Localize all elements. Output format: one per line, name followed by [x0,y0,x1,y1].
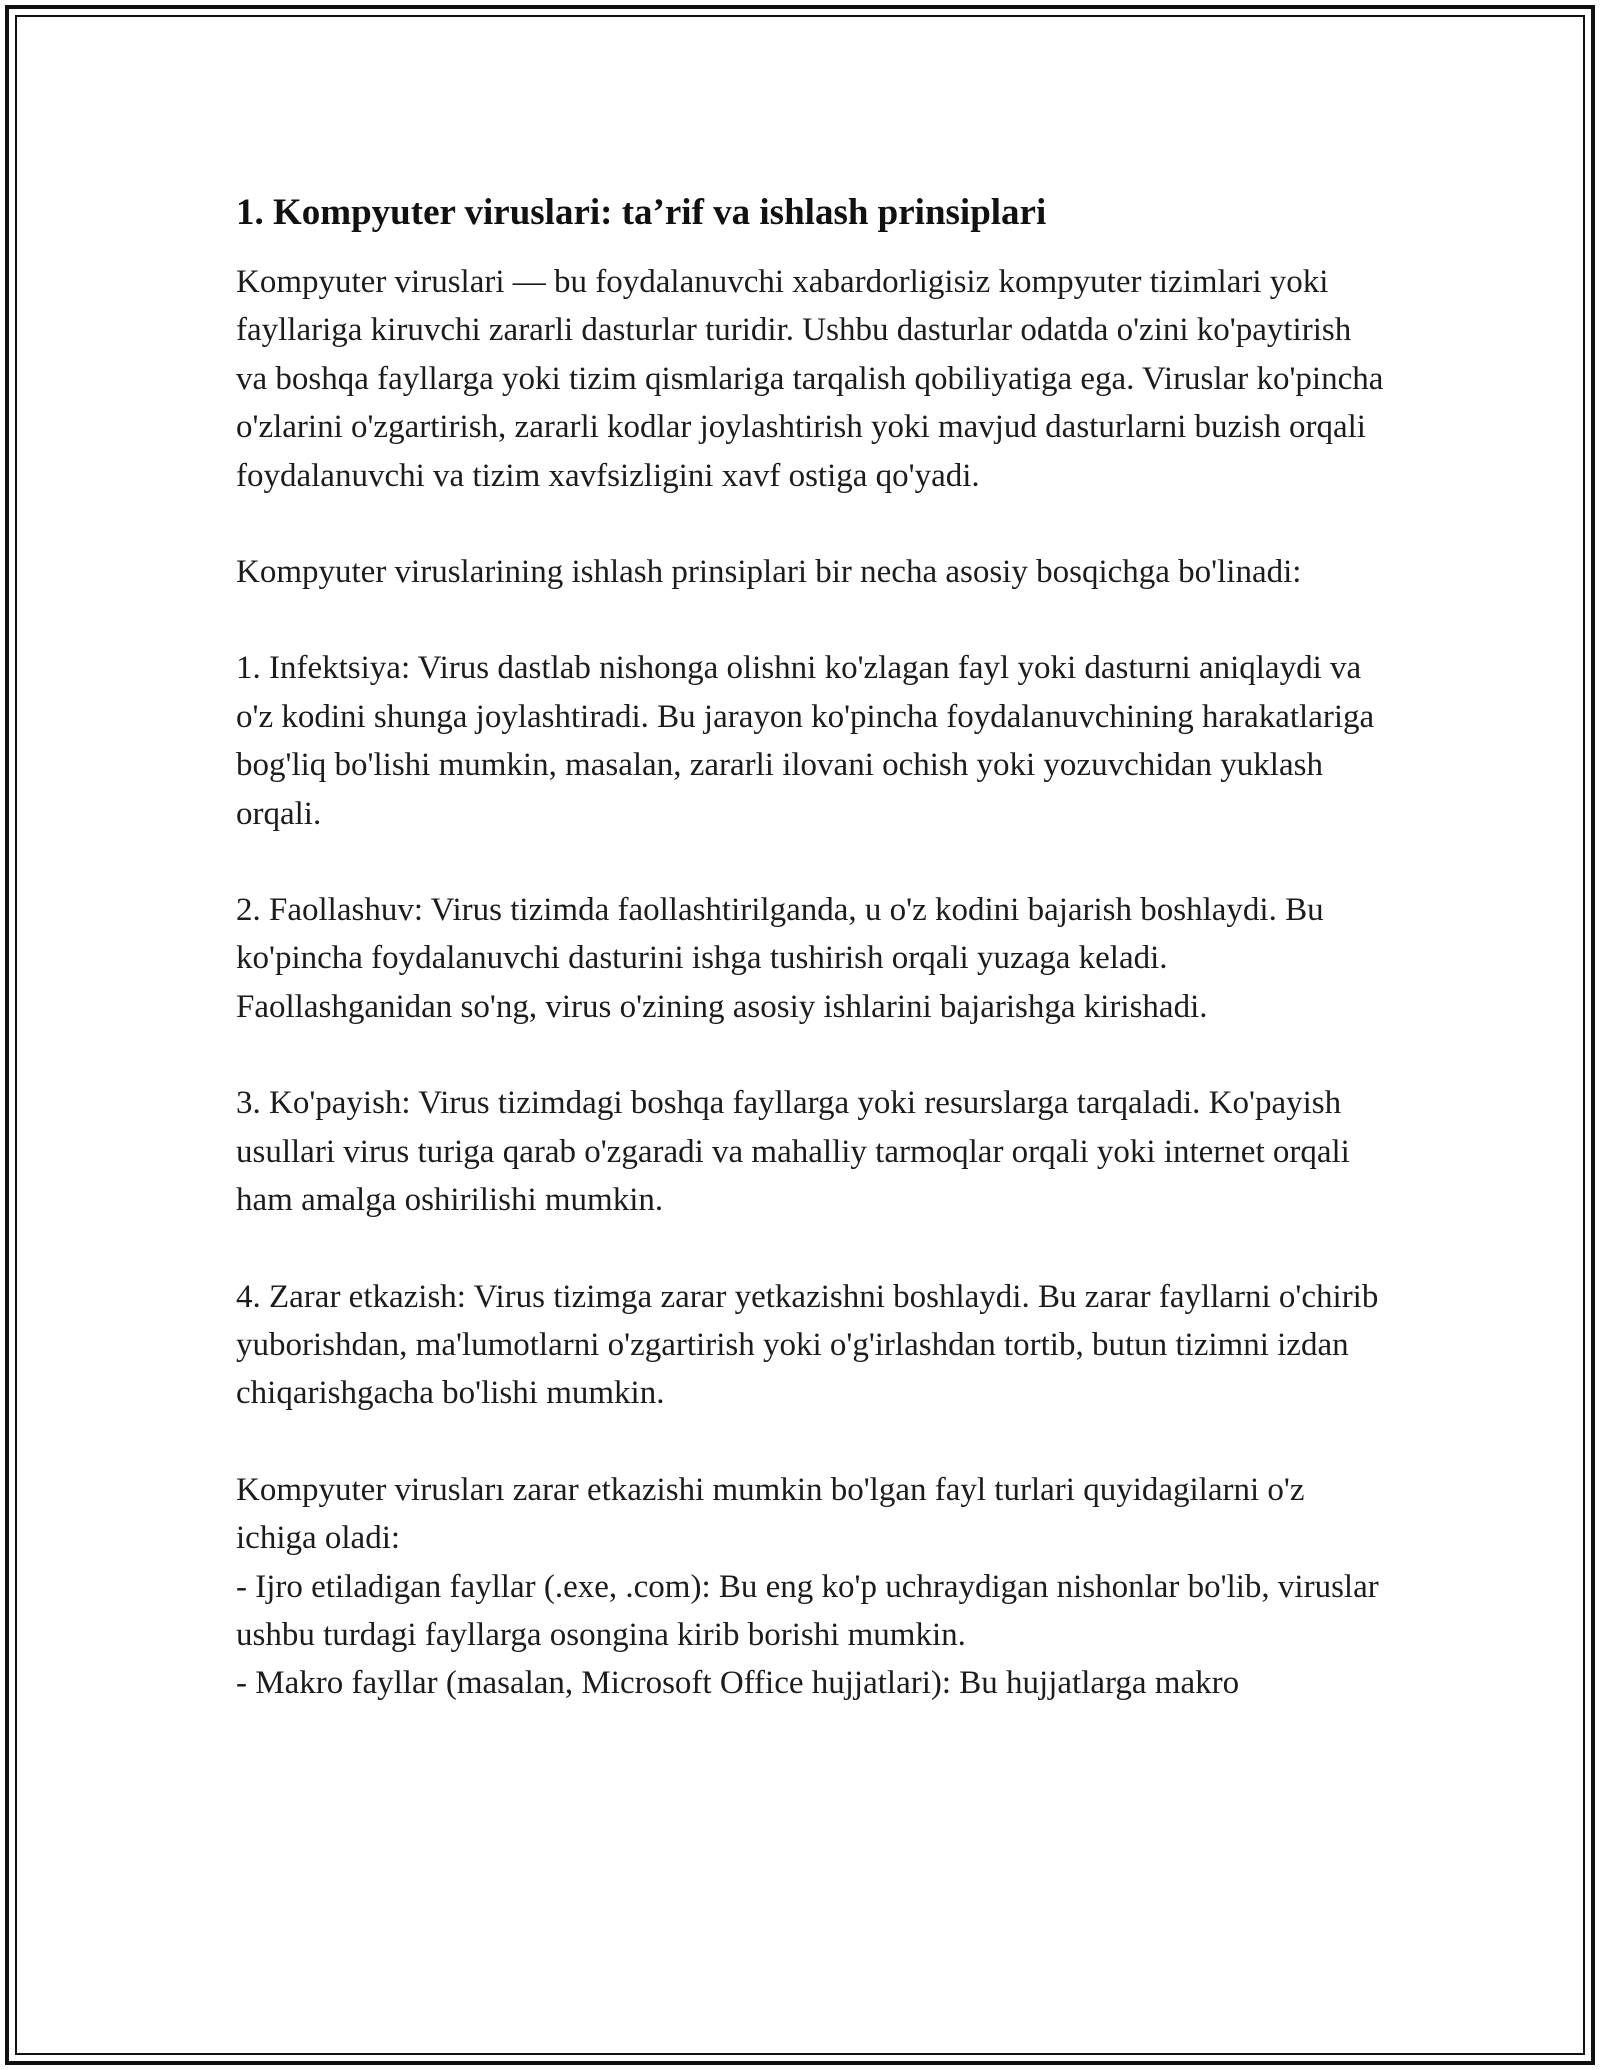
paragraph-file-types-intro: Kompyuter virusları zarar etkazishi mumkin bo'lgan fayl turlari quyidagilarni o'z ichiga oladi: [236,1471,1305,1557]
paragraph-replication: 3. Ko'payish: Virus tizimdagi boshqa fayllarga yoki resurslarga tarqaladi. Ko'payish usullari virus turiga qarab o'zgaradi va mahalliy tarmoqlar orqali yoki internet orqali ham amalga oshirilishi mumkin. [236,1085,1350,1219]
paragraph-principles-intro: Kompyuter viruslarining ishlash prinsiplari bir necha asosiy bosqichga bo'linadi: [236,554,1302,591]
list-item-macro-files: - Makro fayllar (masalan, Microsoft Office hujjatlari): Bu hujjatlarga makro [236,1665,1240,1702]
document-title: 1. Kompyuter viruslari: ta’rif va ishlash prinsiplari [236,192,1047,233]
paragraph-activation: 2. Faollashuv: Virus tizimda faollashtirilganda, u o'z kodini bajarish boshlaydi. Bu ko'pincha foydalanuvchi dasturini ishga tushirish orqali yuzaga keladi. Faollashganidan so'ng, virus o'zining asosiy ishlarini bajarishga kirishadi. [236,892,1324,1025]
paragraph-damage: 4. Zarar etkazish: Virus tizimga zarar yetkazishni boshlaydi. Bu zarar fayllarni o'chirib yuborishdan, ma'lumotlarni o'zgartirish yoki o'g'irlashdan tortib, butun tizimni izdan chiqarishgacha bo'lishi mumkin. [236,1278,1379,1412]
paragraph-infection: 1. Infektsiya: Virus dastlab nishonga olishni ko'zlagan fayl yoki dasturni aniqlaydi va o'z kodini shunga joylashtiradi. Bu jarayon ko'pincha foydalanuvchining harakatlariga bog'liq bo'lishi mumkin, masalan, zararli ilovani ochish yoki yozuvchidan yuklash orqali. [236,650,1375,832]
paragraph-definition: Kompyuter viruslari — bu foydalanuvchi xabardorligisiz kompyuter tizimlari yoki fayllariga kiruvchi zararli dasturlar turidir. Ushbu dasturlar odatda o'zini ko'paytirish va boshqa fayllarga yoki tizim qismlariga tarqalish qobiliyatiga ega. Viruslar ko'pincha o'zlarini o'zgartirish, zararli kodlar joylashtirish yoki mavjud dasturlarni buzish orqali foydalanuvchi va tizim xavfsizligini xavf ostiga qo'yadi. [236,264,1384,494]
document-body [236,186,1386,1708]
list-item-executables: - Ijro etiladigan fayllar (.exe, .com): Bu eng ko'p uchraydigan nishonlar bo'lib, viruslar ushbu turdagi fayllarga osongina kirib borishi mumkin. [236,1568,1379,1653]
